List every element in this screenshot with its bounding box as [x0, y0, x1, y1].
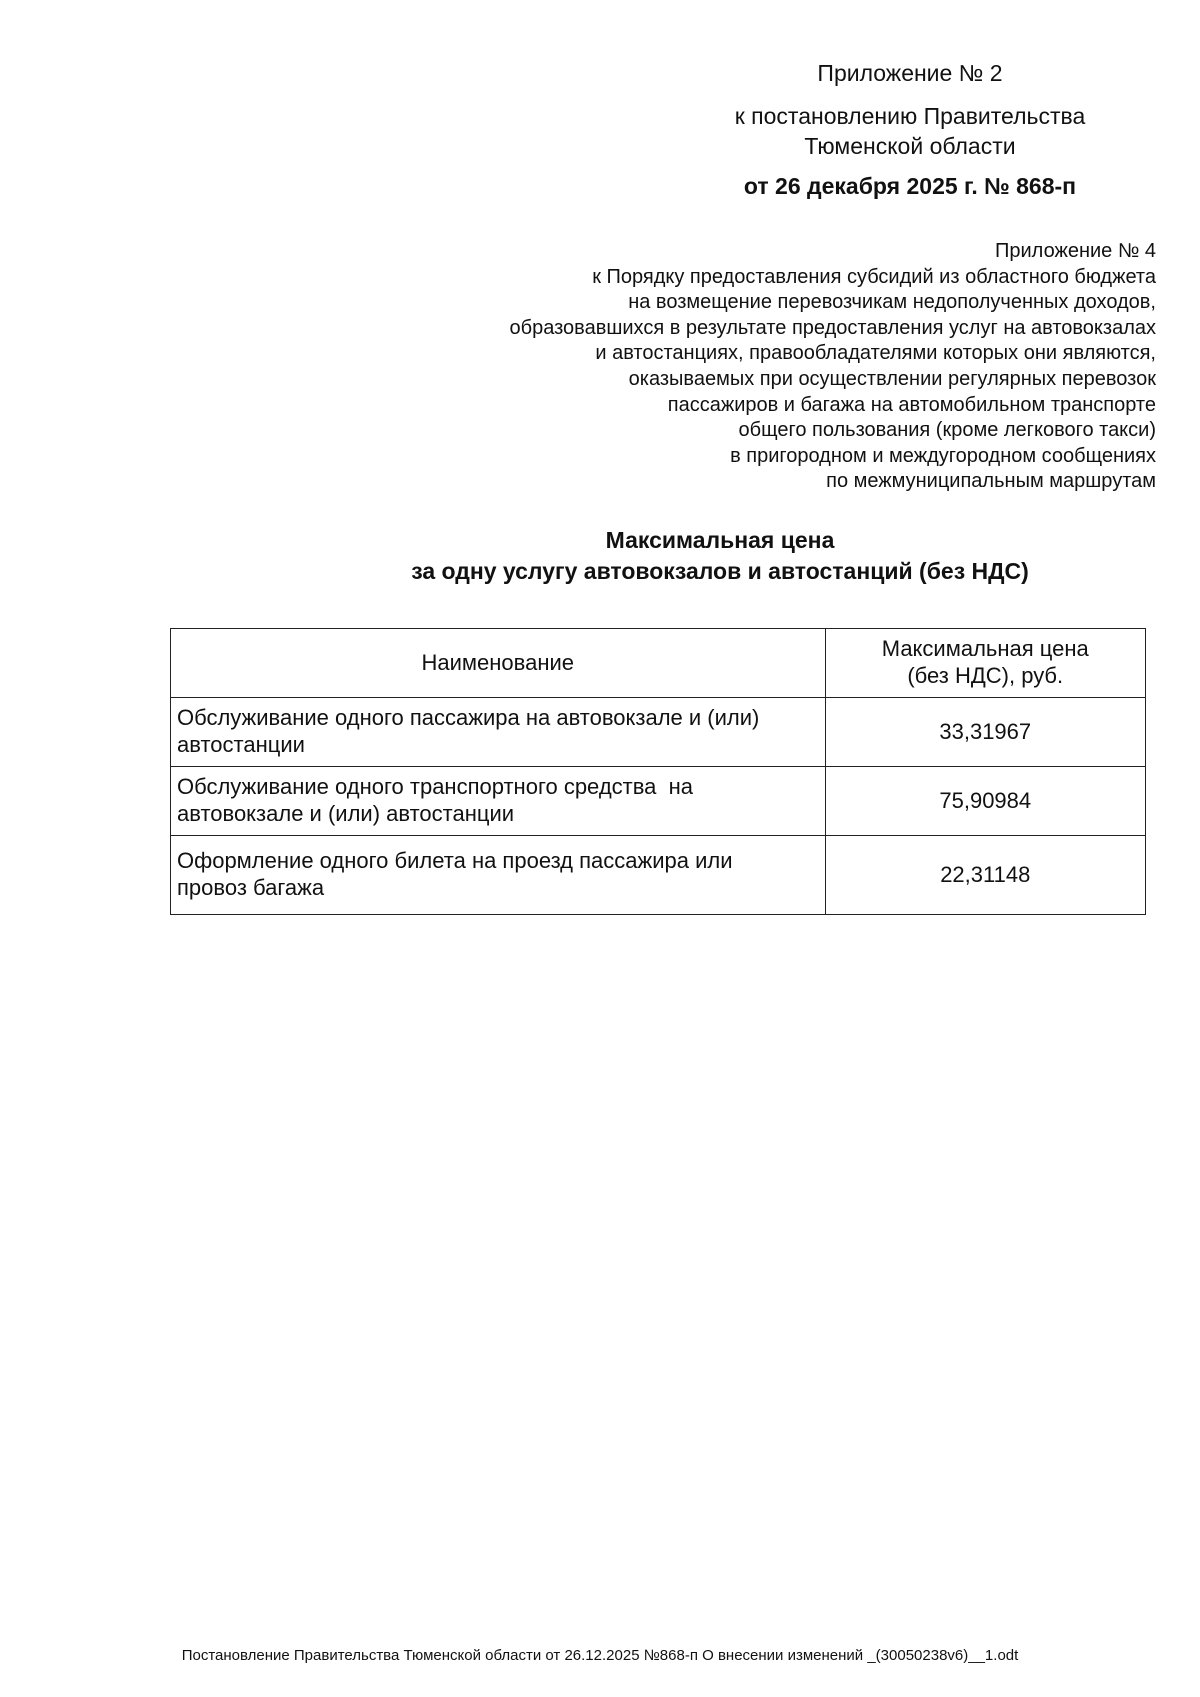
appendix-4-line: и автостанциях, правообладателями которых они являются, — [595, 342, 1156, 365]
service-price: 22,31148 — [825, 836, 1145, 915]
table-row — [171, 836, 1146, 915]
appendix-4-line: в пригородном и междугородном сообщениях — [730, 444, 1156, 467]
service-price: 33,31967 — [825, 698, 1145, 767]
appendix-4-line: оказываемых при осуществлении регулярных перевозок — [628, 367, 1156, 390]
appendix-2-heading: Приложение № 2 — [817, 60, 1003, 86]
header-price — [825, 629, 1145, 698]
appendix-4-block — [360, 239, 1156, 495]
header-price-line-1: Максимальная цена — [881, 636, 1089, 661]
appendix-4-line: образовавшихся в результате предоставления услуг на автовокзалах — [509, 316, 1156, 339]
header-price-line-2: (без НДС), руб. — [907, 663, 1064, 688]
document-title — [200, 525, 1200, 587]
service-name-line-1: Оформление одного билета на проезд пассажира или — [177, 848, 733, 873]
table-row — [171, 698, 1146, 767]
appendix-2-reference-line-1: к постановлению Правительства — [734, 103, 1086, 129]
price-table — [170, 628, 1146, 915]
service-price: 75,90984 — [825, 767, 1145, 836]
appendix-2-reference-line-2: Тюменской области — [804, 133, 1016, 159]
appendix-4-line: на возмещение перевозчикам недополученных доходов, — [628, 291, 1156, 314]
appendix-4-line: к Порядку предоставления субсидий из областного бюджета — [592, 265, 1156, 288]
service-name — [171, 698, 826, 767]
table-header-row — [171, 629, 1146, 698]
document-title-line-2: за одну услугу автовокзалов и автостанций (без НДС) — [411, 558, 1029, 584]
document-footer: Постановление Правительства Тюменской области от 26.12.2025 №868-п О внесении изменений _(30050238v6)__1.odt — [181, 1647, 1019, 1664]
table-row — [171, 767, 1146, 836]
appendix-4-line: пассажиров и багажа на автомобильном транспорте — [667, 393, 1156, 416]
document-title-line-1: Максимальная цена — [605, 527, 835, 553]
resolution-date-number: от 26 декабря 2025 г. № 868-п — [743, 173, 1077, 199]
service-name-line-2: провоз багажа — [177, 875, 325, 900]
service-name — [171, 767, 826, 836]
service-name — [171, 836, 826, 915]
header-name — [171, 629, 826, 698]
header-name-label: Наименование — [421, 649, 575, 675]
appendix-4-line: Приложение № 4 — [995, 240, 1156, 262]
service-name-line-2: автостанции — [177, 732, 305, 757]
service-name-line-1: Обслуживание одного пассажира на автовокзале и (или) — [177, 705, 760, 730]
appendix-4-line: общего пользования (кроме легкового такси) — [738, 419, 1156, 442]
service-name-line-2: автовокзале и (или) автостанции — [177, 801, 515, 826]
appendix-2-reference — [700, 101, 1120, 161]
service-name-line-1: Обслуживание одного транспортного средства на — [177, 774, 694, 799]
appendix-4-line: по межмуниципальным маршрутам — [826, 470, 1156, 493]
